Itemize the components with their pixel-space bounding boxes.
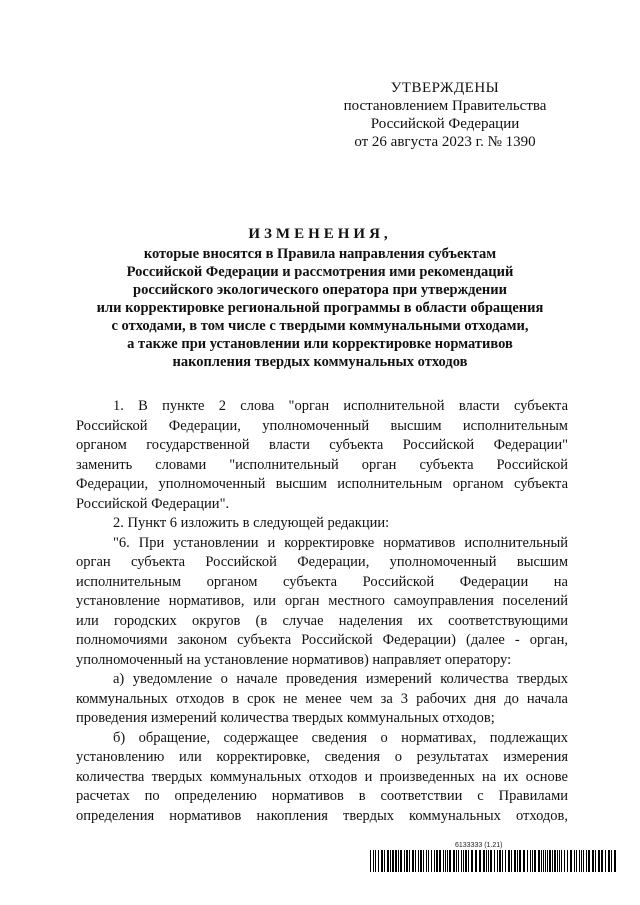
body-line: коммунальных отходов в срок не менее чем за 3 рабочих дня до начала [76,690,568,707]
body-line: установлению или корректировке, сведения о результатах измерения [76,749,568,765]
body-line: исполнительным органом субъекта Российской Федерации на [76,573,568,590]
body-line: Федерации, уполномоченный высшим исполнительным органом субъекта [76,476,568,492]
approval-line: Российской Федерации [370,116,520,132]
document-body [76,397,568,826]
body-line: заменить словами "исполнительный орган субъекта Российской [76,456,568,473]
heading-line: или корректировке региональной программы в области обращения [96,300,544,316]
barcode [370,850,618,872]
body-line: 1. В пункте 2 слова "орган исполнительной власти субъекта [113,398,568,414]
approval-title: УТВЕРЖДЕНЫ [390,80,500,96]
body-line: б) обращение, содержащее сведения о нормативах, подлежащих [113,729,568,746]
heading-line: а также при установлении или корректировке нормативов [127,336,513,352]
body-line: Российской Федерации, уполномоченный высшим исполнительным [76,417,568,434]
body-line: органом государственной власти субъекта Российской Федерации" [76,437,568,453]
body-line: определения нормативов накопления твердых коммунальных отходов, [76,807,568,824]
body-line: количества твердых коммунальных отходов и произведенных на их основе [76,768,568,785]
body-line: уполномоченный на установление нормативов) направляет оператору: [76,651,512,668]
body-line: или городских округов (в случае наделения их соответствующими [76,612,568,629]
approval-stamp [330,79,560,151]
body-line: расчетах по определению нормативов в соответствии с Правилами [76,788,568,804]
document-heading [70,225,570,371]
approval-line: постановлением Правительства [343,98,547,114]
heading-line: Российской Федерации и рассмотрения ими рекомендаций [126,264,514,280]
body-line: орган субъекта Российской Федерации, уполномоченный высшим [76,554,568,570]
heading-line: российского экологического оператора при утверждении [133,282,507,298]
heading-line: накопления твердых коммунальных отходов [172,354,468,370]
body-line: установление нормативов, или орган местного самоуправления поселений [76,593,568,609]
barcode-number: 6133333 (1.21) [455,842,503,849]
body-line: Российской Федерации". [76,495,230,512]
body-line: 2. Пункт 6 изложить в следующей редакции: [113,515,390,531]
heading-title: ИЗМЕНЕНИЯ, [248,226,392,242]
approval-line: от 26 августа 2023 г. № 1390 [354,134,536,150]
body-line: "6. При установлении и корректировке нормативов исполнительный [113,534,568,551]
body-line: полномочиями законом субъекта Российской Федерации) (далее - орган, [76,632,568,648]
body-line: а) уведомление о начале проведения измерений количества твердых [113,671,568,687]
body-line: проведения измерений количества твердых коммунальных отходов; [76,710,495,726]
heading-line: которые вносятся в Правила направления субъектам [143,246,497,262]
heading-line: с отходами, в том числе с твердыми коммунальными отходами, [111,318,529,334]
